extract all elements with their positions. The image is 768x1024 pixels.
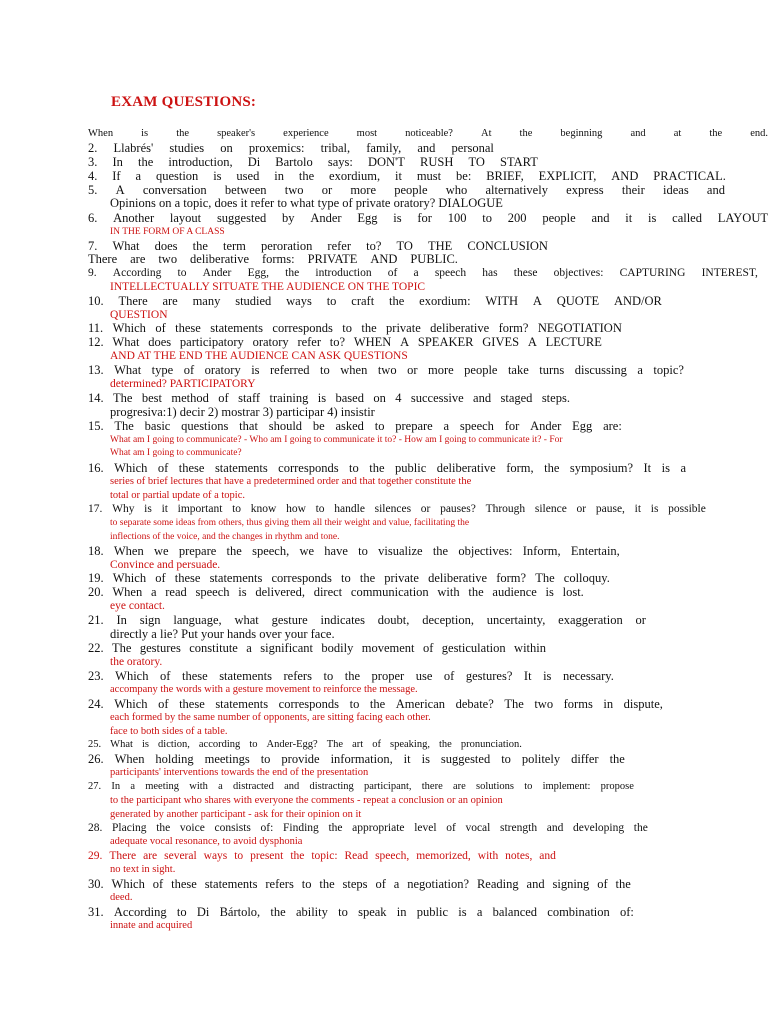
document-line: determined? PARTICIPATORY — [110, 378, 256, 390]
document-line: 23. Which of these statements refers to the proper use of gestures? It is necessary. — [88, 669, 614, 683]
document-line: 29. There are several ways to present the topic: Read speech, memorized, with notes, and — [88, 850, 556, 862]
document-line: directly a lie? Put your hands over your face. — [110, 627, 335, 641]
document-line: 26. When holding meetings to provide information, it is suggested to politely differ the — [88, 752, 625, 766]
document-line: 6. Another layout suggested by Ander Egg is for 100 to 200 people and it is called LAYOUT — [88, 211, 768, 225]
document-line: 11. Which of these statements corresponds to the private deliberative form? NEGOTIATION — [88, 321, 622, 335]
document-line: progresiva:1) decir 2) mostrar 3) participar 4) insistir — [110, 405, 375, 419]
document-line: 12. What does participatory oratory refer to? WHEN A SPEAKER GIVES A LECTURE — [88, 335, 602, 349]
document-line: AND AT THE END THE AUDIENCE CAN ASK QUESTIONS — [110, 350, 408, 362]
document-line: face to both sides of a table. — [110, 726, 228, 737]
document-line: 21. In sign language, what gesture indicates doubt, deception, uncertainty, exaggeration or — [88, 613, 646, 627]
document-line: 2. Llabrés' studies on proxemics: tribal, family, and personal — [88, 141, 494, 155]
document-line: 31. According to Di Bártolo, the ability to speak in public is a balanced combination of: — [88, 905, 634, 919]
document-line: inflections of the voice, and the changes in rhythm and tone. — [110, 532, 340, 542]
document-line: 16. Which of these statements corresponds to the public deliberative form, the symposium? It is a — [88, 461, 686, 475]
document-line: 27. In a meeting with a distracted and distracting participant, there are solutions to implement: propose — [88, 781, 634, 792]
document-line: eye contact. — [110, 600, 165, 612]
document-line: each formed by the same number of opponents, are sitting facing each other. — [110, 712, 431, 723]
document-line: IN THE FORM OF A CLASS — [110, 227, 225, 237]
document-line: 15. The basic questions that should be asked to prepare a speech for Ander Egg are: — [88, 419, 622, 433]
document-line: series of brief lectures that have a predetermined order and that together constitute the — [110, 476, 472, 487]
document-line: 30. Which of these statements refers to the steps of a negotiation? Reading and signing of the — [88, 877, 631, 891]
document-line: 18. When we prepare the speech, we have to visualize the objectives: Inform, Entertain, — [88, 544, 620, 558]
document-line: 20. When a read speech is delivered, direct communication with the audience is lost. — [88, 585, 584, 599]
document-line: deed. — [110, 892, 133, 903]
document-line: Convince and persuade. — [110, 559, 221, 571]
document-line: adequate vocal resonance, to avoid dysphonia — [110, 836, 303, 847]
document-line: innate and acquired — [110, 920, 193, 931]
document-line: 4. If a question is used in the exordium, it must be: BRIEF, EXPLICIT, AND PRACTICAL. — [88, 169, 726, 183]
document-line: no text in sight. — [110, 864, 176, 875]
document-line: When is the speaker's experience most noticeable? At the beginning and at the end. — [88, 128, 768, 139]
document-line: 3. In the introduction, Di Bartolo says: DON'T RUSH TO START — [88, 155, 538, 169]
document-line: 19. Which of these statements corresponds to the private deliberative form? The colloquy. — [88, 571, 610, 585]
document-line: There are two deliberative forms: PRIVATE AND PUBLIC. — [88, 252, 458, 266]
document-line: to separate some ideas from others, thus giving them all their weight and value, facilitating the — [110, 518, 470, 528]
document-line: accompany the words with a gesture movement to reinforce the message. — [110, 684, 418, 695]
page-title: EXAM QUESTIONS: — [111, 94, 257, 110]
document-line: total or partial update of a topic. — [110, 490, 245, 501]
document-line: What am I going to communicate? - Who am I going to communicate it to? - How am I going to communicate it? - For — [110, 435, 563, 445]
document-line: 5. A conversation between two or more people who alternatively express their ideas and — [88, 183, 725, 197]
document-line: INTELLECTUALLY SITUATE THE AUDIENCE ON THE TOPIC — [110, 281, 426, 293]
document-line: 22. The gestures constitute a significant bodily movement of gesticulation within — [88, 641, 546, 655]
document-line: 7. What does the term peroration refer to? TO THE CONCLUSION — [88, 239, 548, 253]
document-line: 25. What is diction, according to Ander-Egg? The art of speaking, the pronunciation. — [88, 739, 522, 750]
document-line: 13. What type of oratory is referred to when two or more people take turns discussing a topic? — [88, 363, 684, 377]
document-line: 17. Why is it important to know how to handle silences or pauses? Through silence or pause, it is possible — [88, 503, 706, 515]
document-line: QUESTION — [110, 309, 168, 321]
document-line: 28. Placing the voice consists of: Finding the appropriate level of vocal strength and developing the — [88, 822, 648, 834]
document-line: generated by another participant - ask for their opinion on it — [110, 809, 362, 820]
document-line: the oratory. — [110, 656, 163, 668]
document-line: What am I going to communicate? — [110, 448, 242, 458]
document-line: 14. The best method of staff training is based on 4 successive and staged steps. — [88, 391, 570, 405]
document-line: 24. Which of these statements corresponds to the American debate? The two forms in dispute, — [88, 697, 663, 711]
document-line: 9. According to Ander Egg, the introduction of a speech has these objectives: CAPTURING INTEREST, — [88, 267, 758, 279]
document-line: 10. There are many studied ways to craft the exordium: WITH A QUOTE AND/OR — [88, 294, 662, 308]
document-line: to the participant who shares with everyone the comments - repeat a conclusion or an opinion — [110, 795, 503, 806]
document-line: Opinions on a topic, does it refer to what type of private oratory? DIALOGUE — [110, 196, 503, 210]
document-line: participants' interventions towards the end of the presentation — [110, 767, 369, 778]
